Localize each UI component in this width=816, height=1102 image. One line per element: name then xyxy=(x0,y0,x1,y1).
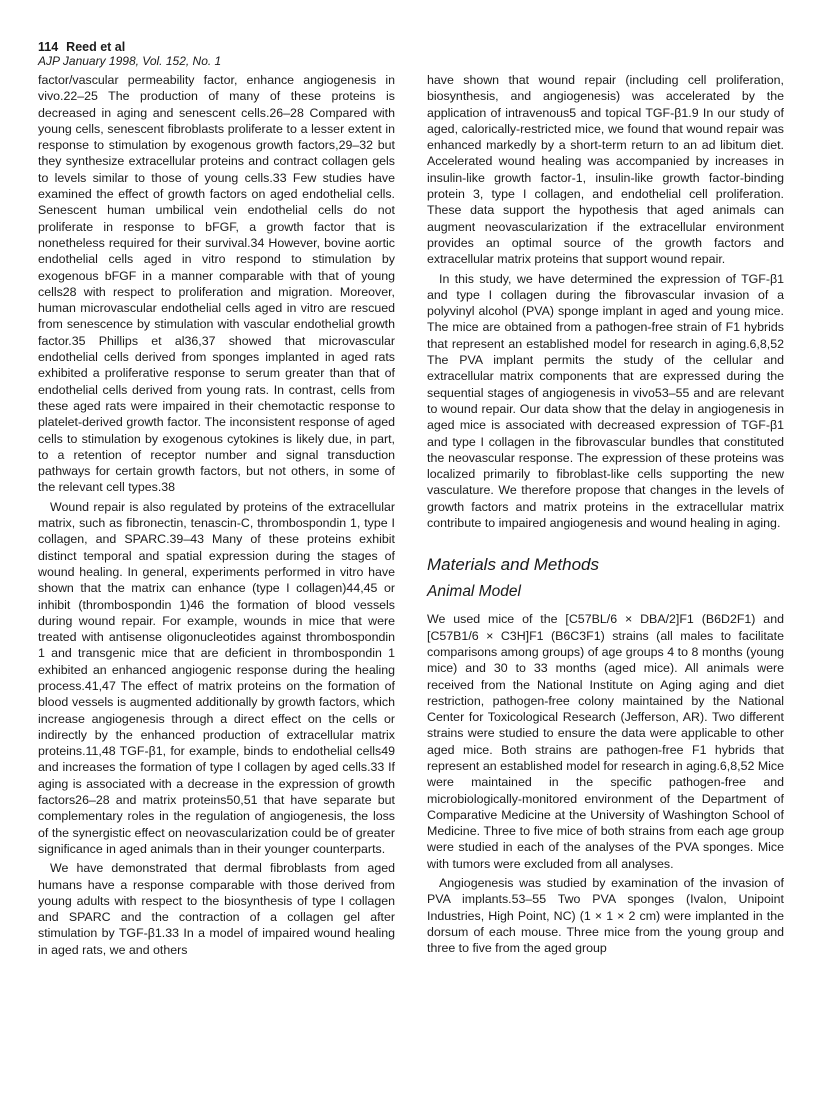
header-authors: Reed et al xyxy=(66,40,126,54)
header-line xyxy=(38,40,438,54)
subsection-heading: Animal Model xyxy=(427,583,521,601)
paragraph: factor/vascular permeability factor, enhance angiogenesis in vivo.22–25 The production of many of these proteins is decreased in aging and senescent cells.26–28 Compared with young cells, senescent fibroblasts proliferate to a lesser extent in response to stimulation by exogenous growth factors,29–32 but they synthesize extracellular proteins and contract collagen gels to levels similar to those of young cells.33 Few studies have examined the effect of growth factors on aged endothelial cells. Senescent human umbilical vein endothelial cells do not proliferate in response to bFGF, a growth factor that is nonetheless required for their survival.34 However, bovine aortic endothelial cells aged in vitro respond to stimulation by exogenous bFGF in a manner comparable with that of young cells28 with respect to proliferation and migration. Moreover, human microvascular endothelial cells aged in vitro are rescued from senescence by stimulation with vascular endothelial growth factor.35 Phillips et al36,37 showed that microvascular endothelial cells derived from sponges implanted in aged rats exhibited a proliferative response to serum greater than that of endothelial cells derived from young rats. In contrast, cells from these aged rats were impaired in their chemotactic response to platelet-derived growth factor. The inconsistent response of aged cells to stimulation by exogenous cytokines is likely due, in part, to a retention of receptor number and signal transduction pathways for certain growth factors, but not others, in some of the relevant cell types.38 xyxy=(38,73,395,495)
page-number: 114 xyxy=(38,40,59,54)
paragraph: have shown that wound repair (including cell proliferation, biosynthesis, and angiogenesis) was accelerated by the application of intravenous5 and topical TGF-β1.9 In our study of aged, calorically-restricted mice, we found that wound repair was enhanced markedly by a short-term return to an ad libitum diet. Accelerated wound healing was accompanied by increases in insulin-like growth factor-1, insulin-like growth factor-binding protein 3, type I collagen, and endothelial cell proliferation. These data support the hypothesis that aged animals can augment neovascularization if the extracellular environment provides an optimal source of the growth factors and extracellular matrix proteins that support wound repair. xyxy=(427,73,784,267)
paragraph: Wound repair is also regulated by proteins of the extracellular matrix, such as fibronectin, tenascin-C, thrombospondin 1, type I collagen, and SPARC.39–43 Many of these proteins exhibit distinct temporal and spatial expression during the stages of wound healing. In general, experiments performed in vitro have shown that the matrix can enhance (type I collagen)44,45 or inhibit (thrombospondin 1)46 the formation of blood vessels during wound repair. For example, wounds in mice that were treated with antisense oligonucleotides against thrombospondin 1 and transgenic mice that are deficient in thrombospondin 1 exhibited an enhanced angiogenic response during the healing process.41,47 The effect of matrix proteins on the formation of blood vessels is augmented additionally by growth factors, which increase angiogenesis through a direct effect on the cells or indirectly by the enhanced production of extracellular matrix proteins.11,48 TGF-β1, for example, binds to endothelial cells49 and increases the formation of type I collagen by aged cells.33 If aging is associated with a decrease in the expression of growth factors26–28 and matrix proteins50,51 that have separate but complementary roles in the regulation of angiogenesis, the loss of the synergistic effect on neovascularization could be of greater significance in aged animals than in their younger counterparts. xyxy=(38,499,395,856)
paragraph: We have demonstrated that dermal fibroblasts from aged humans have a response comparable with those derived from young adults with respect to the biosynthesis of type I collagen and SPARC and the contraction of a collagen gel after stimulation by TGF-β1.33 In a model of impaired wound healing in aged rats, we and others xyxy=(38,861,395,957)
paragraph: In this study, we have determined the expression of TGF-β1 and type I collagen during the fibrovascular invasion of a polyvinyl alcohol (PVA) sponge implant in aged and young mice. The mice are obtained from a pathogen-free strain of F1 hybrids that represent an established model for research in aging.6,8,52 The PVA implant permits the study of the cellular and extracellular matrix components that are expressed during the sequential stages of angiogenesis in vivo53–55 and are relevant to wound repair. Our data show that the delay in angiogenesis in aged mice is associated with decreased expression of TGF-β1 and type I collagen in the fibrovascular bundles that constituted the neovascular response. The expression of these proteins was localized primarily to fibroblast-like cells supporting the new vasculature. We therefore propose that changes in the levels of growth factors and matrix proteins in the extracellular matrix contribute to impaired angiogenesis and wound healing in aging. xyxy=(427,271,784,531)
paragraph: Angiogenesis was studied by examination of the invasion of PVA implants.53–55 Two PVA sponges (Ivalon, Unipoint Industries, High Point, NC) (1 × 1 × 2 cm) were implanted in the dorsum of each mouse. Three mice from the young group and three to five from the aged group xyxy=(427,876,784,956)
running-header xyxy=(38,40,438,68)
section-heading: Materials and Methods xyxy=(427,555,599,575)
right-column xyxy=(427,72,784,957)
journal-citation: AJP January 1998, Vol. 152, No. 1 xyxy=(38,54,222,68)
left-column xyxy=(38,72,395,958)
paragraph: We used mice of the [C57BL/6 × DBA/2]F1 (B6D2F1) and [C57B1/6 × C3H]F1 (B6C3F1) strains (all males to facilitate comparisons among groups) of age groups 4 to 8 months (young mice) and 30 to 33 months (aged mice). All animals were received from the National Institute on Aging aging and diet restriction, pathogen-free colony maintained by the National Center for Toxicological Research (Jefferson, AR). Two different strains were studied to ensure the data were applicable to other aged mice. Both strains are pathogen-free F1 hybrids that represent an established model for research in aging.6,8,52 Mice were maintained in the specific pathogen-free and microbiologically-monitored environment of the Department of Comparative Medicine at the University of Washington School of Medicine. Three to five mice of both strains from each age group were studied in each of the analyses of the PVA sponges. Mice with tumors were excluded from all analyses. xyxy=(427,612,784,871)
